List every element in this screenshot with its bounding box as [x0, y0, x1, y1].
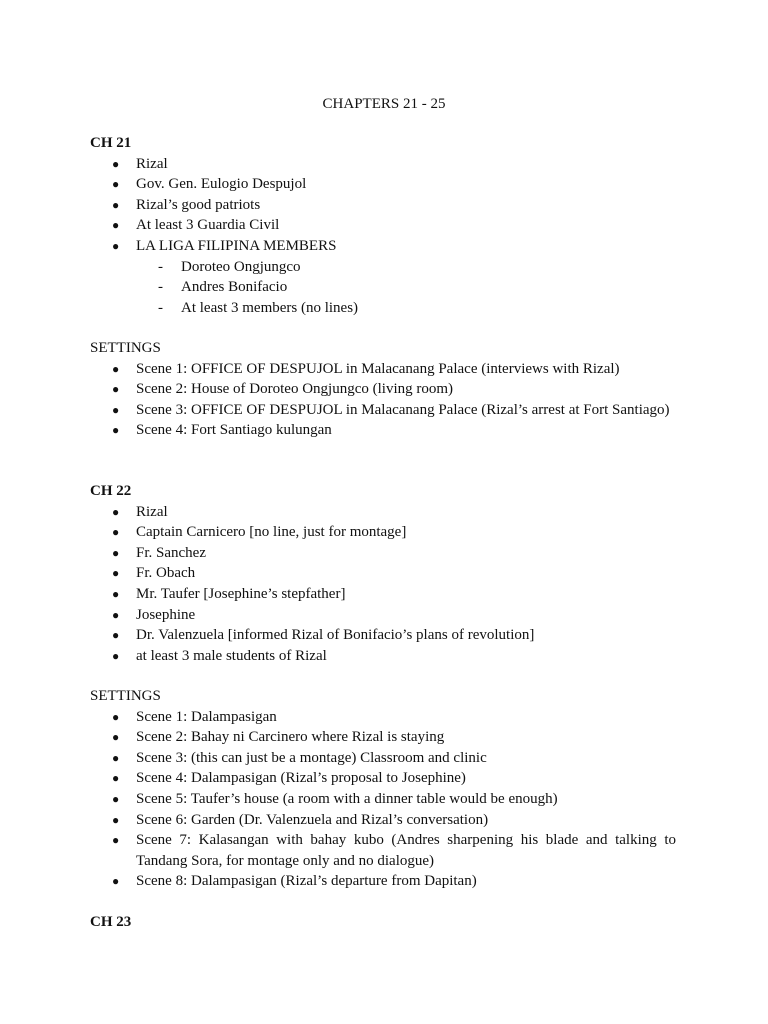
ch21-settings-section	[90, 338, 676, 441]
ch21-heading: CH 21	[90, 135, 132, 151]
ch22-settings-list	[90, 707, 676, 892]
list-item: ● Gov. Gen. Eulogio Despujol	[90, 174, 676, 195]
list-item: ● Scene 2: House of Doroteo Ongjungco (living room)	[90, 379, 676, 400]
ch23-section	[90, 912, 676, 933]
sub-list-item: - At least 3 members (no lines)	[90, 298, 676, 319]
list-item: ● Scene 8: Dalampasigan (Rizal’s departure from Dapitan)	[90, 871, 676, 892]
list-item: ● Dr. Valenzuela [informed Rizal of Bonifacio’s plans of revolution]	[90, 625, 676, 646]
list-item: ● Scene 1: OFFICE OF DESPUJOL in Malacanang Palace (interviews with Rizal)	[90, 359, 676, 380]
ch22-section	[90, 481, 676, 666]
list-item: ● LA LIGA FILIPINA MEMBERS	[90, 236, 676, 257]
ch21-characters-list	[90, 154, 676, 319]
list-item: ● Scene 4: Dalampasigan (Rizal’s proposal to Josephine)	[90, 768, 676, 789]
ch21-section	[90, 133, 676, 318]
list-item: ● At least 3 Guardia Civil	[90, 215, 676, 236]
list-item: ● Rizal’s good patriots	[90, 195, 676, 216]
ch22-heading: CH 22	[90, 483, 132, 499]
sub-list-item: - Andres Bonifacio	[90, 277, 676, 298]
list-item: ● Scene 6: Garden (Dr. Valenzuela and Rizal’s conversation)	[90, 810, 676, 831]
list-item: ● Fr. Sanchez	[90, 543, 676, 564]
list-item: ● at least 3 male students of Rizal	[90, 646, 676, 667]
list-item: ● Josephine	[90, 605, 676, 626]
list-item: ● Mr. Taufer [Josephine’s stepfather]	[90, 584, 676, 605]
ch22-settings-section	[90, 686, 676, 892]
list-item: ● Scene 7: Kalasangan with bahay kubo (Andres sharpening his blade and talking to Tandang Sora, for montage only and no dialogue)	[90, 830, 676, 871]
list-item: ● Scene 1: Dalampasigan	[90, 707, 676, 728]
ch21-settings-list	[90, 359, 676, 441]
list-item: ● Captain Carnicero [no line, just for montage]	[90, 522, 676, 543]
ch22-characters-list	[90, 502, 676, 667]
list-item: ● Scene 3: (this can just be a montage) Classroom and clinic	[90, 748, 676, 769]
ch23-heading: CH 23	[90, 914, 132, 930]
list-item: ● Scene 5: Taufer’s house (a room with a dinner table would be enough)	[90, 789, 676, 810]
list-item: ● Rizal	[90, 154, 676, 175]
list-item: ● Rizal	[90, 502, 676, 523]
sub-list-item: - Doroteo Ongjungco	[90, 257, 676, 278]
document-title: CHAPTERS 21 - 25	[322, 96, 446, 112]
ch21-settings-heading: SETTINGS	[90, 340, 161, 356]
list-item: ● Scene 2: Bahay ni Carcinero where Rizal is staying	[90, 727, 676, 748]
list-item: ● Fr. Obach	[90, 563, 676, 584]
list-item: ● Scene 4: Fort Santiago kulungan	[90, 420, 676, 441]
ch22-settings-heading: SETTINGS	[90, 688, 161, 704]
list-item: ● Scene 3: OFFICE OF DESPUJOL in Malacanang Palace (Rizal’s arrest at Fort Santiago)	[90, 400, 676, 421]
